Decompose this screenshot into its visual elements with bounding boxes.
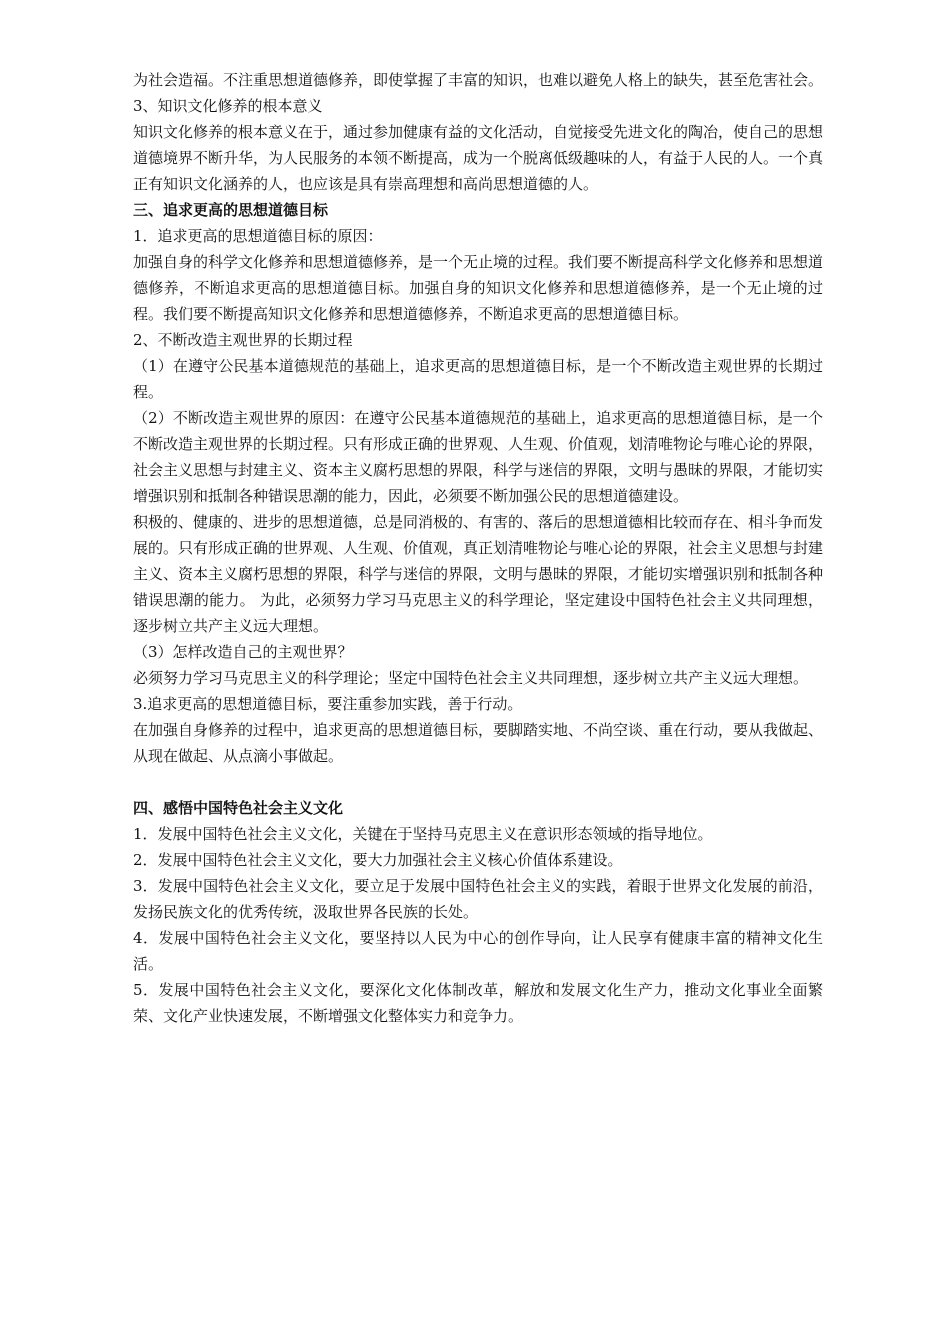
- paragraph-practice: 在加强自身修养的过程中，追求更高的思想道德目标，要脚踏实地、不尚空谈、重在行动，要从我做起、从现在做起、从点滴小事做起。: [133, 721, 824, 765]
- paragraph-point-3: （3）怎样改造自己的主观世界？: [133, 643, 353, 661]
- subheading-reason: 1．追求更高的思想道德目标的原因：: [133, 227, 383, 245]
- section-heading-4: 四、感悟中国特色社会主义文化: [133, 799, 344, 817]
- paragraph-point-2: （2）不断改造主观世界的原因：在遵守公民基本道德规范的基础上，追求更高的思想道德目标，是一个不断改造主观世界的长期过程。只有形成正确的世界观、人生观、价值观，划清唯物论与唯心论的界限，社会主义思想与封建主义、资本主义腐朽思想的界限，科学与迷信的界限，文明与愚昧的界限，才能切实增强识别和抵制各种错误思潮的能力，因此，必须要不断加强公民的思想道德建设。: [133, 409, 824, 505]
- list-item-culture-3: 3．发展中国特色社会主义文化，要立足于发展中国特色社会主义的实践，着眼于世界文化发展的前沿，发扬民族文化的优秀传统，汲取世界各民族的长处。: [133, 877, 823, 921]
- paragraph-positive-morality: 积极的、健康的、进步的思想道德，总是同消极的、有害的、落后的思想道德相比较而存在、相斗争而发展的。只有形成正确的世界观、人生观、价值观，真正划清唯物论与唯心论的界限，社会主义思想与封建主义、资本主义腐朽思想的界限，科学与迷信的界限，文明与愚昧的界限，才能切实增强识别和抵制各种错误思潮的能力。 为此，必须努力学习马克思主义的科学理论，坚定建设中国特色社会主义共同理想，逐步树立共产主义远大理想。: [133, 513, 824, 635]
- blank-line: [133, 769, 823, 795]
- paragraph-knowledge-culture-meaning: 知识文化修养的根本意义在于，通过参加健康有益的文化活动，自觉接受先进文化的陶冶，使自己的思想道德境界不断升华，为人民服务的本领不断提高，成为一个脱离低级趣味的人，有益于人民的人。一个真正有知识文化涵养的人，也应该是具有崇高理想和高尚思想道德的人。: [133, 123, 824, 193]
- document-body: [133, 67, 823, 1029]
- paragraph-study-marxism: 必须努力学习马克思主义的科学理论；坚定中国特色社会主义共同理想，逐步树立共产主义远大理想。: [133, 669, 809, 687]
- subheading-practice: 3.追求更高的思想道德目标，要注重参加实践，善于行动。: [133, 695, 523, 713]
- paragraph-intro-continuation: 为社会造福。不注重思想道德修养，即使掌握了丰富的知识，也难以避免人格上的缺失，甚至危害社会。: [133, 71, 824, 89]
- list-item-culture-5: 5．发展中国特色社会主义文化，要深化文化体制改革，解放和发展文化生产力，推动文化事业全面繁荣、文化产业快速发展，不断增强文化整体实力和竞争力。: [133, 981, 823, 1025]
- subheading-long-process: 2、不断改造主观世界的长期过程: [133, 331, 353, 349]
- list-item-culture-2: 2．发展中国特色社会主义文化，要大力加强社会主义核心价值体系建设。: [133, 851, 623, 869]
- list-item-culture-4: 4．发展中国特色社会主义文化，要坚持以人民为中心的创作导向，让人民享有健康丰富的精神文化生活。: [133, 929, 823, 973]
- list-item-culture-1: 1．发展中国特色社会主义文化，关键在于坚持马克思主义在意识形态领域的指导地位。: [133, 825, 713, 843]
- section-heading-3: 三、追求更高的思想道德目标: [133, 201, 329, 219]
- subheading-knowledge-culture-meaning: 3、知识文化修养的根本意义: [133, 97, 323, 115]
- paragraph-reason: 加强自身的科学文化修养和思想道德修养，是一个无止境的过程。我们要不断提高科学文化修养和思想道德修养，不断追求更高的思想道德目标。加强自身的知识文化修养和思想道德修养，是一个无止境的过程。我们要不断提高知识文化修养和思想道德修养，不断追求更高的思想道德目标。: [133, 253, 824, 323]
- paragraph-point-1: （1）在遵守公民基本道德规范的基础上，追求更高的思想道德目标，是一个不断改造主观世界的长期过程。: [133, 357, 823, 401]
